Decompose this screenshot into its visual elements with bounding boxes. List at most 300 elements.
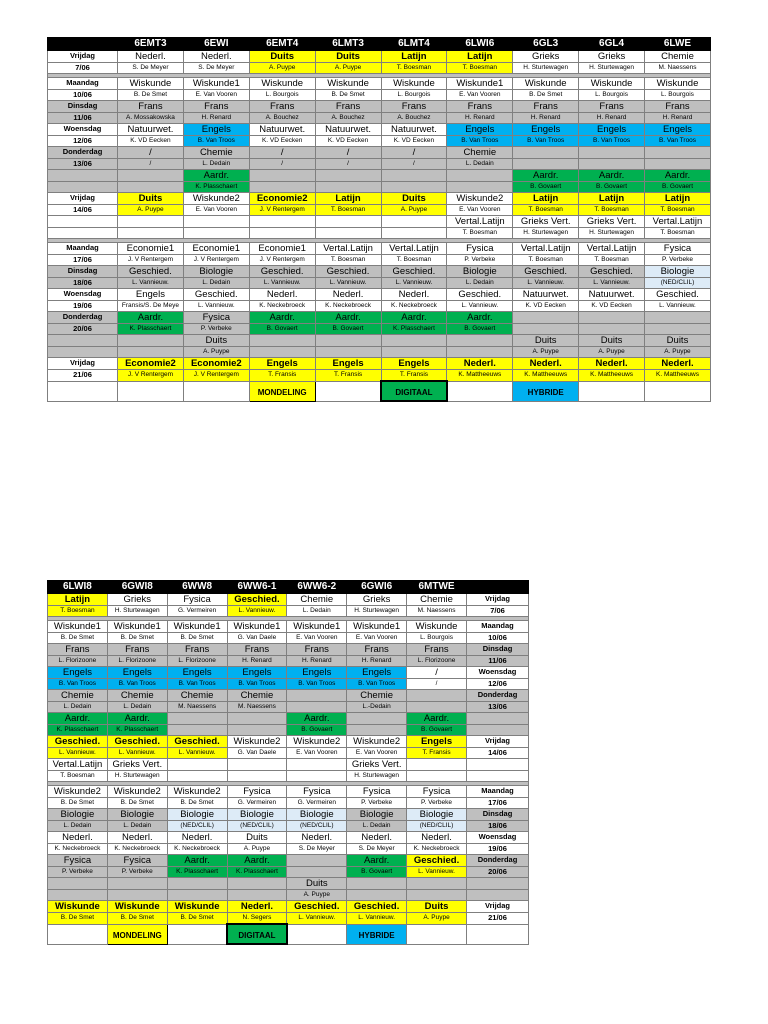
subject-cell: Duits bbox=[287, 878, 347, 890]
teacher-cell bbox=[645, 324, 711, 335]
subject-cell: Frans bbox=[579, 101, 645, 113]
teacher-cell: B. De Smet bbox=[48, 798, 108, 809]
subject-cell: Nederl. bbox=[287, 832, 347, 844]
subject-cell bbox=[48, 878, 108, 890]
teacher-cell: L. Dedain bbox=[447, 278, 513, 289]
subject-cell: Duits bbox=[381, 193, 447, 205]
teacher-cell: H. Sturtewagen bbox=[579, 63, 645, 74]
teacher-cell: T. Boesman bbox=[579, 255, 645, 266]
teacher-cell: K. VD Eecken bbox=[118, 136, 184, 147]
subject-cell: Aardr. bbox=[315, 312, 381, 324]
teacher-cell: P. Verbeke bbox=[107, 867, 167, 878]
day-date: 11/06 bbox=[48, 113, 118, 124]
legend-row bbox=[48, 924, 529, 944]
teacher-cell: S. De Meyer bbox=[347, 844, 407, 855]
subject-cell: Wiskunde1 bbox=[227, 621, 287, 633]
teacher-cell: (NED/CLIL) bbox=[645, 278, 711, 289]
subject-cell: Aardr. bbox=[167, 855, 227, 867]
subject-cell: Chemie bbox=[107, 690, 167, 702]
teacher-cell: L.-Dedain bbox=[347, 702, 407, 713]
teacher-cell: T. Boesman bbox=[579, 205, 645, 216]
subject-cell: Fysica bbox=[48, 855, 108, 867]
day-date: 21/06 bbox=[48, 370, 118, 382]
teacher-cell: G. Vermeiren bbox=[167, 606, 227, 617]
teacher-cell: / bbox=[407, 679, 467, 690]
teacher-cell bbox=[107, 890, 167, 901]
teacher-cell: B. De Smet bbox=[107, 633, 167, 644]
teacher-cell: J. V Rentergem bbox=[183, 255, 249, 266]
subject-cell: Wiskunde1 bbox=[183, 78, 249, 90]
subject-cell: Aardr. bbox=[118, 312, 184, 324]
subject-cell: Wiskunde bbox=[407, 621, 467, 633]
teacher-cell: A. Puype bbox=[249, 63, 315, 74]
day-name: Donderdag bbox=[48, 312, 118, 324]
class-header: 6GWI8 bbox=[107, 581, 167, 594]
teacher-cell: T. Fransis bbox=[315, 370, 381, 382]
day-name: Donderdag bbox=[467, 690, 529, 702]
subject-cell: Engels bbox=[381, 358, 447, 370]
teacher-cell bbox=[249, 182, 315, 193]
teacher-cell: B. De Smet bbox=[167, 798, 227, 809]
subject-cell: Fysica bbox=[107, 855, 167, 867]
subject-cell: Engels bbox=[118, 289, 184, 301]
teacher-cell: B. Van Troos bbox=[579, 136, 645, 147]
class-header: 6WW6-2 bbox=[287, 581, 347, 594]
teacher-cell bbox=[227, 771, 287, 782]
teacher-cell: L. Vannieuw. bbox=[227, 606, 287, 617]
teacher-cell: L. Vannieuw. bbox=[347, 913, 407, 925]
teacher-cell bbox=[381, 347, 447, 358]
class-header: 6GL4 bbox=[579, 38, 645, 51]
teacher-cell: L. Vannieuw. bbox=[447, 301, 513, 312]
day-name: Vrijdag bbox=[48, 193, 118, 205]
teacher-cell: L. Bourgois bbox=[579, 90, 645, 101]
subject-cell: Nederl. bbox=[183, 51, 249, 63]
subject-cell bbox=[381, 335, 447, 347]
teacher-cell: B. Van Troos bbox=[287, 679, 347, 690]
subject-cell: Frans bbox=[381, 101, 447, 113]
subject-cell bbox=[249, 335, 315, 347]
subject-cell: Biologie bbox=[183, 266, 249, 278]
day-date: 7/06 bbox=[467, 606, 529, 617]
teacher-cell: K. Neckebroeck bbox=[407, 844, 467, 855]
subject-cell: Aardr. bbox=[645, 170, 711, 182]
subject-cell bbox=[315, 335, 381, 347]
subject-cell: Fysica bbox=[645, 243, 711, 255]
day-date: 14/06 bbox=[48, 205, 118, 216]
teacher-cell bbox=[118, 228, 184, 239]
teacher-cell: H. Renard bbox=[227, 656, 287, 667]
subject-cell: Frans bbox=[48, 644, 108, 656]
subject-cell: Aardr. bbox=[107, 713, 167, 725]
day-name: Woensdag bbox=[467, 667, 529, 679]
legend-hybride: HYBRIDE bbox=[527, 388, 564, 397]
teacher-cell: T. Fransis bbox=[249, 370, 315, 382]
subject-cell: Fysica bbox=[227, 786, 287, 798]
subject-cell: Wiskunde bbox=[315, 78, 381, 90]
teacher-cell: K. Plasschaert bbox=[118, 324, 184, 335]
subject-cell bbox=[645, 147, 711, 159]
subject-cell bbox=[227, 759, 287, 771]
subject-cell: Fysica bbox=[447, 243, 513, 255]
subject-cell bbox=[227, 713, 287, 725]
subject-cell: Latijn bbox=[447, 51, 513, 63]
subject-cell bbox=[347, 878, 407, 890]
subject-cell: Latijn bbox=[513, 193, 579, 205]
teacher-cell: J. V Rentergem bbox=[118, 255, 184, 266]
teacher-cell: Fransis/S. De Meye bbox=[118, 301, 184, 312]
subject-cell: Wiskunde2 bbox=[227, 736, 287, 748]
subject-cell: Frans bbox=[407, 644, 467, 656]
teacher-cell: K. Plasschaert bbox=[381, 324, 447, 335]
teacher-cell: B. De Smet bbox=[48, 913, 108, 925]
subject-cell bbox=[118, 216, 184, 228]
class-header: 6EMT4 bbox=[249, 38, 315, 51]
teacher-cell bbox=[407, 771, 467, 782]
teacher-cell: L. Vannieuw. bbox=[381, 278, 447, 289]
subject-cell: Chemie bbox=[407, 594, 467, 606]
subject-cell: Chemie bbox=[645, 51, 711, 63]
teacher-cell: B. De Smet bbox=[513, 90, 579, 101]
subject-cell bbox=[381, 216, 447, 228]
teacher-cell: P. Verbeke bbox=[447, 255, 513, 266]
teacher-cell: A. Puype bbox=[227, 844, 287, 855]
day-name: Maandag bbox=[467, 786, 529, 798]
subject-cell: Economie1 bbox=[249, 243, 315, 255]
subject-cell: Biologie bbox=[347, 809, 407, 821]
subject-cell: Biologie bbox=[447, 266, 513, 278]
teacher-cell bbox=[447, 347, 513, 358]
subject-cell: Fysica bbox=[183, 312, 249, 324]
teacher-cell: A. Puype bbox=[645, 347, 711, 358]
subject-cell: Engels bbox=[227, 667, 287, 679]
day-name: Dinsdag bbox=[48, 266, 118, 278]
teacher-cell bbox=[227, 890, 287, 901]
teacher-cell: H. Sturtewagen bbox=[107, 606, 167, 617]
subject-cell: / bbox=[249, 147, 315, 159]
class-header: 6WW8 bbox=[167, 581, 227, 594]
subject-cell: Biologie bbox=[48, 809, 108, 821]
exam-schedule-table-2 bbox=[47, 580, 529, 945]
teacher-cell: T. Boesman bbox=[513, 255, 579, 266]
legend-mondeling: MONDELING bbox=[257, 388, 307, 397]
subject-cell: Engels bbox=[447, 124, 513, 136]
teacher-cell: T. Boesman bbox=[513, 205, 579, 216]
teacher-cell: B. Van Troos bbox=[645, 136, 711, 147]
subject-cell: Engels bbox=[579, 124, 645, 136]
subject-cell: Nederl. bbox=[347, 832, 407, 844]
subject-cell: Chemie bbox=[48, 690, 108, 702]
subject-cell: Aardr. bbox=[381, 312, 447, 324]
teacher-cell: L. Vannieuw. bbox=[513, 278, 579, 289]
subject-cell: Geschied. bbox=[227, 594, 287, 606]
teacher-cell: A. Bouchez bbox=[315, 113, 381, 124]
teacher-cell: K. Mattheeuws bbox=[645, 370, 711, 382]
subject-cell: Wiskunde bbox=[118, 78, 184, 90]
teacher-cell: B. Govaert bbox=[347, 867, 407, 878]
subject-cell: Wiskunde2 bbox=[107, 786, 167, 798]
subject-cell: Natuurwet. bbox=[513, 289, 579, 301]
teacher-cell: P. Verbeke bbox=[183, 324, 249, 335]
subject-cell: Grieks bbox=[513, 51, 579, 63]
subject-cell: Aardr. bbox=[513, 170, 579, 182]
teacher-cell: A. Puype bbox=[287, 890, 347, 901]
subject-cell: Economie2 bbox=[118, 358, 184, 370]
teacher-cell: B. Van Troos bbox=[227, 679, 287, 690]
teacher-cell bbox=[381, 228, 447, 239]
teacher-cell: E. Van Vooren bbox=[287, 748, 347, 759]
day-name: Donderdag bbox=[467, 855, 529, 867]
day-date: 7/06 bbox=[48, 63, 118, 74]
teacher-cell: L. Dedain bbox=[183, 278, 249, 289]
teacher-cell: B. Van Troos bbox=[183, 136, 249, 147]
subject-cell: Engels bbox=[287, 667, 347, 679]
subject-cell: Frans bbox=[645, 101, 711, 113]
teacher-cell: P. Verbeke bbox=[347, 798, 407, 809]
header-corner bbox=[48, 38, 118, 51]
subject-cell: Duits bbox=[315, 51, 381, 63]
subject-cell: Chemie bbox=[447, 147, 513, 159]
teacher-cell: J. V Rentergem bbox=[249, 255, 315, 266]
subject-cell: Wiskunde2 bbox=[347, 736, 407, 748]
subject-cell bbox=[287, 690, 347, 702]
subject-cell: Vertal.Latijn bbox=[513, 243, 579, 255]
teacher-cell: A. Bouchez bbox=[249, 113, 315, 124]
subject-cell: Nederl. bbox=[118, 51, 184, 63]
subject-cell bbox=[645, 312, 711, 324]
day-name: Maandag bbox=[467, 621, 529, 633]
teacher-cell: T. Boesman bbox=[447, 228, 513, 239]
day-name: Dinsdag bbox=[48, 101, 118, 113]
teacher-cell: J. V Rentergem bbox=[249, 205, 315, 216]
subject-cell: Aardr. bbox=[183, 170, 249, 182]
teacher-cell: L. Dedain bbox=[48, 702, 108, 713]
teacher-cell bbox=[407, 702, 467, 713]
day-name: Dinsdag bbox=[467, 644, 529, 656]
class-header: 6LWE bbox=[645, 38, 711, 51]
subject-cell: Vertal.Latijn bbox=[381, 243, 447, 255]
subject-cell: Wiskunde1 bbox=[48, 621, 108, 633]
teacher-cell: A. Puype bbox=[118, 205, 184, 216]
class-header: 6GL3 bbox=[513, 38, 579, 51]
teacher-cell: B. De Smet bbox=[107, 798, 167, 809]
teacher-cell: G. Vermeiren bbox=[287, 798, 347, 809]
day-name: Vrijdag bbox=[467, 901, 529, 913]
subject-cell: Economie1 bbox=[118, 243, 184, 255]
teacher-cell: T. Fransis bbox=[407, 748, 467, 759]
class-header: 6GWI6 bbox=[347, 581, 407, 594]
subject-cell: / bbox=[315, 147, 381, 159]
subject-cell bbox=[407, 759, 467, 771]
teacher-cell: T. Boesman bbox=[48, 771, 108, 782]
subject-cell: Wiskunde bbox=[249, 78, 315, 90]
subject-cell bbox=[513, 147, 579, 159]
subject-cell: Vertal.Latijn bbox=[579, 243, 645, 255]
teacher-cell: L. Dedain bbox=[347, 821, 407, 832]
teacher-cell: L. Dedain bbox=[183, 159, 249, 170]
teacher-cell: G. Van Daele bbox=[227, 748, 287, 759]
subject-cell: Engels bbox=[249, 358, 315, 370]
teacher-cell bbox=[315, 228, 381, 239]
day-name: Woensdag bbox=[48, 124, 118, 136]
subject-cell: Geschied. bbox=[249, 266, 315, 278]
teacher-cell: L. Florizoone bbox=[48, 656, 108, 667]
teacher-cell: B. Van Troos bbox=[107, 679, 167, 690]
teacher-cell: H. Sturtewagen bbox=[347, 771, 407, 782]
teacher-cell bbox=[315, 347, 381, 358]
teacher-cell: B. Van Troos bbox=[447, 136, 513, 147]
teacher-cell: B. De Smet bbox=[167, 633, 227, 644]
day-name: Vrijdag bbox=[48, 51, 118, 63]
subject-cell: Frans bbox=[513, 101, 579, 113]
teacher-cell: L. Vannieuw. bbox=[579, 278, 645, 289]
teacher-cell: K. VD Eecken bbox=[315, 136, 381, 147]
teacher-cell: S. De Meyer bbox=[118, 63, 184, 74]
teacher-cell: L. Dedain bbox=[107, 821, 167, 832]
teacher-cell: L. Bourgois bbox=[407, 633, 467, 644]
subject-cell: Nederl. bbox=[645, 358, 711, 370]
subject-cell: Grieks Vert. bbox=[513, 216, 579, 228]
subject-cell: Latijn bbox=[381, 51, 447, 63]
day-date: 19/06 bbox=[48, 301, 118, 312]
subject-cell: Geschied. bbox=[287, 901, 347, 913]
subject-cell: Wiskunde1 bbox=[347, 621, 407, 633]
subject-cell: Engels bbox=[645, 124, 711, 136]
subject-cell: Nederl. bbox=[407, 832, 467, 844]
subject-cell bbox=[447, 170, 513, 182]
teacher-cell: H. Sturtewagen bbox=[513, 228, 579, 239]
teacher-cell: M. Naessens bbox=[407, 606, 467, 617]
teacher-cell: E. Van Vooren bbox=[347, 633, 407, 644]
teacher-cell: H. Sturtewagen bbox=[107, 771, 167, 782]
subject-cell: Nederl. bbox=[513, 358, 579, 370]
teacher-cell: B. Van Troos bbox=[167, 679, 227, 690]
day-date: 20/06 bbox=[48, 324, 118, 335]
subject-cell: Nederl. bbox=[227, 901, 287, 913]
teacher-cell: L. Dedain bbox=[48, 821, 108, 832]
subject-cell bbox=[579, 312, 645, 324]
teacher-cell: B. De Smet bbox=[167, 913, 227, 925]
subject-cell bbox=[347, 713, 407, 725]
subject-cell: Grieks bbox=[579, 51, 645, 63]
teacher-cell: J. V Rentergem bbox=[118, 370, 184, 382]
teacher-cell: H. Renard bbox=[183, 113, 249, 124]
teacher-cell: M. Naessens bbox=[227, 702, 287, 713]
teacher-cell: S. De Meyer bbox=[183, 63, 249, 74]
subject-cell: Geschied. bbox=[447, 289, 513, 301]
subject-cell: Frans bbox=[107, 644, 167, 656]
subject-cell bbox=[407, 878, 467, 890]
teacher-cell: / bbox=[381, 159, 447, 170]
subject-cell bbox=[167, 713, 227, 725]
subject-cell: Vertal.Latijn bbox=[645, 216, 711, 228]
day-date: 19/06 bbox=[467, 844, 529, 855]
subject-cell: Duits bbox=[118, 193, 184, 205]
subject-cell: Engels bbox=[183, 124, 249, 136]
subject-cell: Wiskunde bbox=[48, 901, 108, 913]
teacher-cell: T. Boesman bbox=[645, 228, 711, 239]
teacher-cell: (NED/CLIL) bbox=[287, 821, 347, 832]
teacher-cell: H. Renard bbox=[347, 656, 407, 667]
teacher-cell: K. Mattheeuws bbox=[447, 370, 513, 382]
subject-cell: / bbox=[118, 147, 184, 159]
teacher-cell: K. Plasschaert bbox=[167, 867, 227, 878]
subject-cell: Wiskunde1 bbox=[287, 621, 347, 633]
teacher-cell: L. Vannieuw. bbox=[107, 748, 167, 759]
teacher-cell: M. Naessens bbox=[645, 63, 711, 74]
subject-cell: Geschied. bbox=[407, 855, 467, 867]
teacher-cell: T. Boesman bbox=[381, 255, 447, 266]
teacher-cell: L. Bourgois bbox=[645, 90, 711, 101]
teacher-cell bbox=[167, 725, 227, 736]
teacher-cell bbox=[48, 890, 108, 901]
day-date: 11/06 bbox=[467, 656, 529, 667]
teacher-cell: (NED/CLIL) bbox=[407, 821, 467, 832]
subject-cell: Duits bbox=[579, 335, 645, 347]
subject-cell: Aardr. bbox=[249, 312, 315, 324]
teacher-cell: H. Renard bbox=[645, 113, 711, 124]
subject-cell: Frans bbox=[447, 101, 513, 113]
teacher-cell: N. Segers bbox=[227, 913, 287, 925]
subject-cell: Geschied. bbox=[579, 266, 645, 278]
subject-cell: Natuurwet. bbox=[381, 124, 447, 136]
subject-cell bbox=[118, 170, 184, 182]
teacher-cell: H. Sturtewagen bbox=[347, 606, 407, 617]
teacher-cell: L. Florizoone bbox=[407, 656, 467, 667]
teacher-cell: P. Verbeke bbox=[407, 798, 467, 809]
subject-cell: Vertal.Latijn bbox=[48, 759, 108, 771]
subject-cell: Duits bbox=[645, 335, 711, 347]
teacher-cell: B. De Smet bbox=[118, 90, 184, 101]
subject-cell bbox=[381, 170, 447, 182]
subject-cell: Frans bbox=[227, 644, 287, 656]
day-name: Vrijdag bbox=[48, 358, 118, 370]
subject-cell: Nederl. bbox=[48, 832, 108, 844]
teacher-cell bbox=[287, 867, 347, 878]
subject-cell: Biologie bbox=[107, 809, 167, 821]
subject-cell: Nederl. bbox=[249, 289, 315, 301]
subject-cell: Chemie bbox=[183, 147, 249, 159]
teacher-cell bbox=[381, 182, 447, 193]
legend-hybride: HYBRIDE bbox=[358, 931, 395, 940]
teacher-cell: B. Govaert bbox=[645, 182, 711, 193]
day-name: Vrijdag bbox=[467, 594, 529, 606]
class-header: 6LMT4 bbox=[381, 38, 447, 51]
subject-cell: Natuurwet. bbox=[315, 124, 381, 136]
subject-cell: Duits bbox=[227, 832, 287, 844]
subject-cell: Grieks bbox=[347, 594, 407, 606]
teacher-cell: J. V Rentergem bbox=[183, 370, 249, 382]
subject-cell: Frans bbox=[347, 644, 407, 656]
teacher-cell: K. VD Eecken bbox=[513, 301, 579, 312]
teacher-cell: L. Bourgois bbox=[381, 90, 447, 101]
teacher-cell: K. Neckebroeck bbox=[167, 844, 227, 855]
subject-cell: Biologie bbox=[167, 809, 227, 821]
teacher-cell: L. Florizoone bbox=[107, 656, 167, 667]
subject-cell: Wiskunde2 bbox=[167, 786, 227, 798]
subject-cell: Grieks Vert. bbox=[579, 216, 645, 228]
subject-cell: Wiskunde1 bbox=[447, 78, 513, 90]
subject-cell: Geschied. bbox=[107, 736, 167, 748]
legend-row bbox=[48, 381, 711, 401]
subject-cell: Wiskunde bbox=[107, 901, 167, 913]
teacher-cell: B. Govaert bbox=[315, 324, 381, 335]
teacher-cell: B. Van Troos bbox=[48, 679, 108, 690]
subject-cell: Vertal.Latijn bbox=[315, 243, 381, 255]
teacher-cell: L. Florizoone bbox=[167, 656, 227, 667]
teacher-cell bbox=[183, 228, 249, 239]
subject-cell: / bbox=[381, 147, 447, 159]
